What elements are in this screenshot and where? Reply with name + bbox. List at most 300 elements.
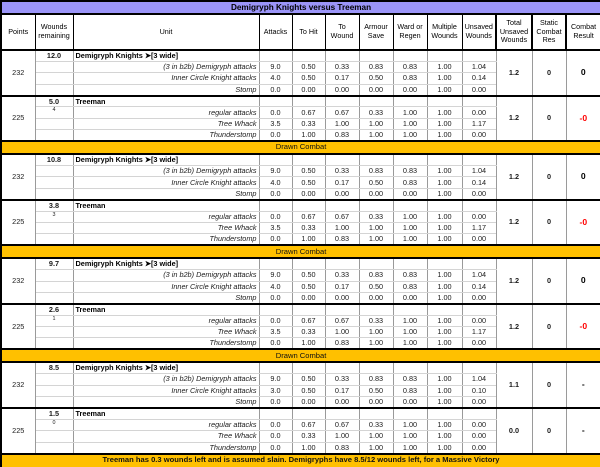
attack-label-cell[interactable]: regular attacks [73,419,259,430]
value-cell[interactable]: 0.83 [359,374,393,385]
total-unsaved-wounds-cell[interactable]: 1.1 [496,362,532,408]
unit-name-cell[interactable]: Treeman [73,96,259,107]
value-cell[interactable]: 9.0 [259,374,292,385]
attack-label-cell[interactable]: Tree Whack [73,118,259,129]
value-cell[interactable]: 1.00 [427,73,462,84]
value-cell[interactable]: 0.33 [325,166,359,177]
value-cell[interactable]: 0.83 [393,385,427,396]
value-cell[interactable] [393,50,427,61]
value-cell[interactable]: 1.00 [393,431,427,442]
value-cell[interactable] [325,154,359,165]
static-combat-res-cell[interactable]: 0 [532,96,566,142]
value-cell[interactable]: 1.00 [393,130,427,141]
value-cell[interactable]: 0.17 [325,385,359,396]
value-cell[interactable]: 0.00 [359,188,393,199]
wounds-note-cell[interactable] [35,292,73,303]
unit-name-cell[interactable]: Demigryph Knights ➤[3 wide] [73,50,259,61]
value-cell[interactable] [359,200,393,211]
value-cell[interactable]: 3.5 [259,222,292,233]
wounds-note-cell[interactable] [35,338,73,349]
value-cell[interactable] [359,96,393,107]
value-cell[interactable]: 0.33 [359,419,393,430]
attack-label-cell[interactable]: Inner Circle Knight attacks [73,177,259,188]
value-cell[interactable]: 1.00 [427,188,462,199]
value-cell[interactable]: 3.0 [259,385,292,396]
value-cell[interactable]: 0.10 [462,385,496,396]
value-cell[interactable]: 0.17 [325,281,359,292]
value-cell[interactable]: 1.00 [427,270,462,281]
unit-name-cell[interactable]: Demigryph Knights ➤[3 wide] [73,154,259,165]
value-cell[interactable]: 1.00 [393,315,427,326]
value-cell[interactable] [259,408,292,419]
value-cell[interactable]: 0.33 [292,327,325,338]
value-cell[interactable]: 1.17 [462,118,496,129]
value-cell[interactable]: 0.0 [259,188,292,199]
wounds-remaining-cell[interactable]: 9.7 [35,258,73,269]
value-cell[interactable]: 0.50 [292,177,325,188]
value-cell[interactable] [462,362,496,373]
value-cell[interactable]: 1.00 [427,315,462,326]
wounds-remaining-cell[interactable]: 1.5 [35,408,73,419]
value-cell[interactable] [325,50,359,61]
value-cell[interactable]: 1.00 [427,292,462,303]
value-cell[interactable]: 0.00 [462,442,496,453]
combat-result-cell[interactable]: 0 [566,258,600,304]
value-cell[interactable] [462,408,496,419]
value-cell[interactable]: 0.00 [462,130,496,141]
value-cell[interactable]: 1.00 [325,327,359,338]
combat-result-cell[interactable]: 0 [566,50,600,96]
value-cell[interactable]: 0.0 [259,338,292,349]
value-cell[interactable]: 1.04 [462,374,496,385]
value-cell[interactable]: 0.67 [325,419,359,430]
unit-name-cell[interactable]: Treeman [73,408,259,419]
value-cell[interactable]: 0.00 [393,188,427,199]
value-cell[interactable] [292,304,325,315]
value-cell[interactable]: 1.00 [427,431,462,442]
wounds-remaining-cell[interactable]: 5.0 [35,96,73,107]
value-cell[interactable] [292,200,325,211]
wounds-note-cell[interactable] [35,222,73,233]
value-cell[interactable]: 1.00 [427,222,462,233]
value-cell[interactable] [427,154,462,165]
wounds-note-cell[interactable]: 4 [35,107,73,118]
value-cell[interactable] [427,408,462,419]
value-cell[interactable]: 0.50 [292,270,325,281]
value-cell[interactable] [359,304,393,315]
wounds-note-cell[interactable] [35,188,73,199]
value-cell[interactable]: 9.0 [259,61,292,72]
value-cell[interactable] [427,50,462,61]
value-cell[interactable]: 1.00 [427,61,462,72]
value-cell[interactable]: 0.00 [359,84,393,95]
static-combat-res-cell[interactable]: 0 [532,408,566,454]
attack-label-cell[interactable]: Thunderstomp [73,130,259,141]
value-cell[interactable]: 1.00 [359,118,393,129]
wounds-note-cell[interactable] [35,84,73,95]
value-cell[interactable]: 0.00 [325,84,359,95]
value-cell[interactable]: 0.00 [292,397,325,408]
value-cell[interactable]: 1.00 [427,211,462,222]
static-combat-res-cell[interactable]: 0 [532,50,566,96]
wounds-note-cell[interactable]: 0 [35,419,73,430]
value-cell[interactable]: 0.50 [292,61,325,72]
value-cell[interactable]: 0.50 [292,281,325,292]
value-cell[interactable]: 1.04 [462,270,496,281]
value-cell[interactable]: 1.00 [393,327,427,338]
value-cell[interactable]: 0.50 [359,177,393,188]
value-cell[interactable]: 0.0 [259,292,292,303]
combat-result-cell[interactable]: -0 [566,200,600,246]
value-cell[interactable] [292,362,325,373]
value-cell[interactable]: 1.00 [359,222,393,233]
value-cell[interactable]: 0.00 [393,397,427,408]
value-cell[interactable]: 0.50 [292,385,325,396]
total-unsaved-wounds-cell[interactable]: 1.2 [496,258,532,304]
wounds-note-cell[interactable] [35,118,73,129]
value-cell[interactable] [259,96,292,107]
attack-label-cell[interactable]: (3 in b2b) Demigryph attacks [73,374,259,385]
wounds-note-cell[interactable] [35,431,73,442]
value-cell[interactable]: 3.5 [259,118,292,129]
value-cell[interactable]: 1.00 [427,130,462,141]
value-cell[interactable]: 1.00 [359,327,393,338]
value-cell[interactable]: 0.67 [325,107,359,118]
wounds-note-cell[interactable] [35,73,73,84]
value-cell[interactable]: 1.00 [427,166,462,177]
value-cell[interactable]: 0.83 [393,177,427,188]
value-cell[interactable]: 0.33 [292,431,325,442]
value-cell[interactable]: 1.00 [427,234,462,245]
value-cell[interactable] [427,258,462,269]
value-cell[interactable]: 4.0 [259,177,292,188]
value-cell[interactable]: 0.67 [325,315,359,326]
value-cell[interactable]: 1.00 [393,107,427,118]
attack-label-cell[interactable]: regular attacks [73,315,259,326]
points-cell[interactable]: 232 [1,50,35,96]
value-cell[interactable]: 0.0 [259,107,292,118]
static-combat-res-cell[interactable]: 0 [532,200,566,246]
value-cell[interactable]: 0.00 [462,431,496,442]
value-cell[interactable]: 0.00 [462,292,496,303]
value-cell[interactable]: 0.0 [259,234,292,245]
wounds-remaining-cell[interactable]: 2.6 [35,304,73,315]
static-combat-res-cell[interactable]: 0 [532,258,566,304]
value-cell[interactable]: 1.00 [427,397,462,408]
total-unsaved-wounds-cell[interactable]: 1.2 [496,96,532,142]
attack-label-cell[interactable]: regular attacks [73,211,259,222]
combat-result-cell[interactable]: 0 [566,154,600,200]
value-cell[interactable]: 0.50 [359,385,393,396]
value-cell[interactable]: 0.33 [292,118,325,129]
value-cell[interactable]: 0.83 [393,374,427,385]
value-cell[interactable]: 0.83 [325,338,359,349]
attack-label-cell[interactable]: Tree Whack [73,327,259,338]
value-cell[interactable]: 1.00 [427,419,462,430]
wounds-note-cell[interactable] [35,374,73,385]
wounds-note-cell[interactable] [35,385,73,396]
wounds-note-cell[interactable]: 3 [35,211,73,222]
combat-result-cell[interactable]: -0 [566,304,600,350]
value-cell[interactable]: 1.00 [292,338,325,349]
value-cell[interactable]: 1.00 [292,442,325,453]
wounds-note-cell[interactable] [35,397,73,408]
value-cell[interactable]: 0.83 [359,166,393,177]
value-cell[interactable] [427,96,462,107]
value-cell[interactable]: 0.83 [393,270,427,281]
unit-name-cell[interactable]: Treeman [73,200,259,211]
value-cell[interactable] [325,362,359,373]
value-cell[interactable]: 1.00 [427,118,462,129]
total-unsaved-wounds-cell[interactable]: 1.2 [496,154,532,200]
value-cell[interactable]: 0.0 [259,442,292,453]
value-cell[interactable]: 0.00 [359,397,393,408]
total-unsaved-wounds-cell[interactable]: 1.2 [496,50,532,96]
value-cell[interactable] [292,50,325,61]
value-cell[interactable]: 0.33 [325,374,359,385]
value-cell[interactable]: 0.83 [325,130,359,141]
wounds-note-cell[interactable]: 1 [35,315,73,326]
value-cell[interactable]: 0.14 [462,177,496,188]
value-cell[interactable]: 0.50 [359,281,393,292]
value-cell[interactable]: 0.00 [462,315,496,326]
value-cell[interactable]: 0.33 [359,211,393,222]
value-cell[interactable] [359,408,393,419]
value-cell[interactable] [462,50,496,61]
attack-label-cell[interactable]: (3 in b2b) Demigryph attacks [73,270,259,281]
wounds-note-cell[interactable] [35,281,73,292]
value-cell[interactable]: 0.67 [292,315,325,326]
attack-label-cell[interactable]: Inner Circle Knight attacks [73,73,259,84]
value-cell[interactable]: 0.67 [325,211,359,222]
value-cell[interactable]: 0.00 [292,188,325,199]
value-cell[interactable]: 0.0 [259,130,292,141]
attack-label-cell[interactable]: regular attacks [73,107,259,118]
value-cell[interactable] [393,258,427,269]
value-cell[interactable] [259,154,292,165]
value-cell[interactable]: 1.00 [427,84,462,95]
value-cell[interactable] [292,258,325,269]
value-cell[interactable]: 3.5 [259,327,292,338]
attack-label-cell[interactable]: Thunderstomp [73,442,259,453]
value-cell[interactable] [393,200,427,211]
value-cell[interactable] [325,258,359,269]
value-cell[interactable] [427,362,462,373]
value-cell[interactable]: 1.00 [427,281,462,292]
value-cell[interactable]: 1.00 [325,431,359,442]
points-cell[interactable]: 225 [1,200,35,246]
value-cell[interactable]: 0.00 [462,188,496,199]
value-cell[interactable]: 0.00 [393,292,427,303]
wounds-note-cell[interactable] [35,130,73,141]
value-cell[interactable]: 0.17 [325,73,359,84]
value-cell[interactable] [325,200,359,211]
value-cell[interactable]: 0.83 [325,442,359,453]
value-cell[interactable]: 1.00 [325,118,359,129]
value-cell[interactable]: 0.00 [359,292,393,303]
points-cell[interactable]: 225 [1,304,35,350]
value-cell[interactable] [325,304,359,315]
value-cell[interactable]: 1.00 [393,211,427,222]
value-cell[interactable]: 0.00 [462,397,496,408]
value-cell[interactable]: 0.33 [359,107,393,118]
value-cell[interactable]: 1.00 [292,234,325,245]
value-cell[interactable]: 1.00 [393,442,427,453]
value-cell[interactable]: 0.50 [292,374,325,385]
value-cell[interactable]: 1.00 [292,130,325,141]
value-cell[interactable]: 1.00 [427,327,462,338]
value-cell[interactable] [325,96,359,107]
attack-label-cell[interactable]: Thunderstomp [73,338,259,349]
value-cell[interactable]: 0.33 [325,270,359,281]
value-cell[interactable] [359,258,393,269]
value-cell[interactable] [393,96,427,107]
value-cell[interactable]: 0.00 [292,292,325,303]
value-cell[interactable]: 1.00 [359,431,393,442]
attack-label-cell[interactable]: (3 in b2b) Demigryph attacks [73,61,259,72]
points-cell[interactable]: 232 [1,258,35,304]
value-cell[interactable]: 1.00 [427,374,462,385]
wounds-note-cell[interactable] [35,166,73,177]
value-cell[interactable]: 1.00 [427,107,462,118]
value-cell[interactable]: 0.67 [292,419,325,430]
points-cell[interactable]: 232 [1,154,35,200]
value-cell[interactable]: 1.00 [393,419,427,430]
value-cell[interactable]: 0.67 [292,107,325,118]
value-cell[interactable] [462,258,496,269]
value-cell[interactable]: 0.17 [325,177,359,188]
value-cell[interactable]: 0.00 [325,188,359,199]
total-unsaved-wounds-cell[interactable]: 0.0 [496,408,532,454]
attack-label-cell[interactable]: Thunderstomp [73,234,259,245]
value-cell[interactable] [393,408,427,419]
value-cell[interactable]: 1.17 [462,327,496,338]
wounds-remaining-cell[interactable]: 12.0 [35,50,73,61]
value-cell[interactable] [259,50,292,61]
combat-result-cell[interactable]: - [566,408,600,454]
attack-label-cell[interactable]: Stomp [73,188,259,199]
value-cell[interactable] [462,96,496,107]
value-cell[interactable]: 0.14 [462,281,496,292]
attack-label-cell[interactable]: Tree Whack [73,431,259,442]
wounds-note-cell[interactable] [35,177,73,188]
points-cell[interactable]: 225 [1,408,35,454]
value-cell[interactable]: 1.00 [427,442,462,453]
value-cell[interactable] [393,362,427,373]
value-cell[interactable]: 1.00 [325,222,359,233]
value-cell[interactable]: 1.00 [359,442,393,453]
value-cell[interactable]: 0.00 [462,211,496,222]
attack-label-cell[interactable]: Stomp [73,84,259,95]
value-cell[interactable]: 9.0 [259,166,292,177]
value-cell[interactable]: 0.33 [359,315,393,326]
value-cell[interactable]: 1.00 [359,234,393,245]
value-cell[interactable]: 4.0 [259,281,292,292]
value-cell[interactable] [259,304,292,315]
value-cell[interactable]: 0.0 [259,397,292,408]
value-cell[interactable]: 1.00 [359,338,393,349]
value-cell[interactable]: 0.00 [292,84,325,95]
value-cell[interactable]: 0.00 [393,84,427,95]
unit-name-cell[interactable]: Demigryph Knights ➤[3 wide] [73,258,259,269]
value-cell[interactable] [259,200,292,211]
value-cell[interactable]: 0.83 [393,281,427,292]
value-cell[interactable]: 1.00 [427,338,462,349]
value-cell[interactable]: 0.33 [292,222,325,233]
wounds-note-cell[interactable] [35,270,73,281]
value-cell[interactable] [259,258,292,269]
unit-name-cell[interactable]: Treeman [73,304,259,315]
value-cell[interactable] [259,362,292,373]
value-cell[interactable]: 9.0 [259,270,292,281]
points-cell[interactable]: 225 [1,96,35,142]
combat-result-cell[interactable]: - [566,362,600,408]
wounds-note-cell[interactable] [35,327,73,338]
attack-label-cell[interactable]: Tree Whack [73,222,259,233]
value-cell[interactable]: 1.00 [393,234,427,245]
value-cell[interactable]: 0.83 [393,73,427,84]
value-cell[interactable]: 1.04 [462,166,496,177]
value-cell[interactable]: 0.00 [462,338,496,349]
combat-result-cell[interactable]: -0 [566,96,600,142]
value-cell[interactable] [462,154,496,165]
value-cell[interactable] [462,304,496,315]
static-combat-res-cell[interactable]: 0 [532,362,566,408]
value-cell[interactable]: 1.17 [462,222,496,233]
static-combat-res-cell[interactable]: 0 [532,154,566,200]
value-cell[interactable] [359,362,393,373]
value-cell[interactable] [393,154,427,165]
value-cell[interactable]: 0.83 [393,166,427,177]
value-cell[interactable] [427,200,462,211]
value-cell[interactable]: 1.00 [427,385,462,396]
attack-label-cell[interactable]: Stomp [73,292,259,303]
value-cell[interactable]: 0.0 [259,419,292,430]
value-cell[interactable]: 0.83 [393,61,427,72]
value-cell[interactable]: 1.00 [393,222,427,233]
value-cell[interactable]: 0.00 [462,107,496,118]
wounds-remaining-cell[interactable]: 10.8 [35,154,73,165]
value-cell[interactable]: 0.50 [292,166,325,177]
total-unsaved-wounds-cell[interactable]: 1.2 [496,200,532,246]
value-cell[interactable]: 0.33 [325,61,359,72]
value-cell[interactable]: 1.04 [462,61,496,72]
value-cell[interactable] [292,408,325,419]
attack-label-cell[interactable]: Stomp [73,397,259,408]
value-cell[interactable]: 0.00 [462,84,496,95]
static-combat-res-cell[interactable]: 0 [532,304,566,350]
value-cell[interactable] [359,50,393,61]
value-cell[interactable] [393,304,427,315]
points-cell[interactable]: 232 [1,362,35,408]
attack-label-cell[interactable]: Inner Circle Knight attacks [73,385,259,396]
value-cell[interactable]: 1.00 [393,338,427,349]
attack-label-cell[interactable]: (3 in b2b) Demigryph attacks [73,166,259,177]
total-unsaved-wounds-cell[interactable]: 1.2 [496,304,532,350]
value-cell[interactable] [292,96,325,107]
value-cell[interactable]: 0.83 [325,234,359,245]
wounds-note-cell[interactable] [35,61,73,72]
value-cell[interactable]: 0.0 [259,315,292,326]
value-cell[interactable] [292,154,325,165]
value-cell[interactable]: 0.00 [325,397,359,408]
value-cell[interactable]: 0.50 [292,73,325,84]
value-cell[interactable]: 0.00 [462,234,496,245]
value-cell[interactable]: 0.00 [462,419,496,430]
value-cell[interactable]: 0.0 [259,84,292,95]
value-cell[interactable]: 0.83 [359,270,393,281]
wounds-remaining-cell[interactable]: 8.5 [35,362,73,373]
